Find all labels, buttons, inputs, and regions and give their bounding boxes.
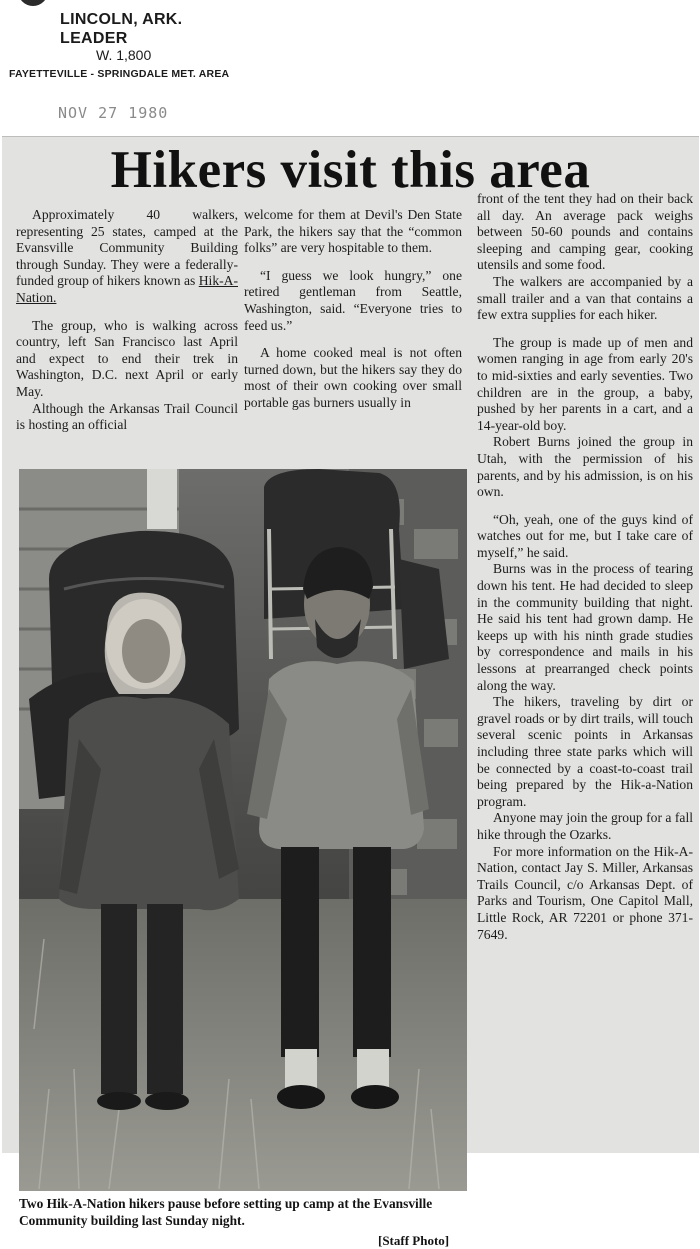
date-stamp: NOV 27 1980 <box>58 104 169 122</box>
article-column-1 <box>16 207 238 434</box>
paragraph-text: Approximately 40 walkers, representing 25 states, camped at the Evansville Community Building through Sunday. They were a federally-funded group of hikers known as <box>16 207 238 289</box>
photo-caption: Two Hik-A-Nation hikers pause before setting up camp at the Evansville Community building last Sunday night. <box>19 1196 433 1228</box>
paragraph: Anyone may join the group for a fall hike through the Ozarks. <box>477 810 693 842</box>
group-name-underlined: Hik-A-Nation. <box>16 273 238 305</box>
seal-fragment <box>18 0 48 6</box>
paragraph: A home cooked meal is not often turned down, but the hikers say they do most of their own cooking over small portable gas burners usually in <box>244 345 462 410</box>
paragraph: “Oh, yeah, one of the guys kind of watches out for me, but I take care of myself,” he said. <box>477 511 693 560</box>
headline: Hikers visit this area <box>110 141 591 199</box>
publication-name-line2: LEADER <box>60 30 128 47</box>
publication-name <box>60 10 182 48</box>
paragraph: welcome for them at Devil's Den State Park, the hikers say that the “common folks” are very hospitable to them. <box>244 207 462 256</box>
article-column-2 <box>244 207 462 412</box>
publication-name-line1: LINCOLN, ARK. <box>60 11 183 28</box>
article-column-3 <box>477 191 693 943</box>
paragraph: Burns was in the process of tearing down his tent. He had decided to sleep in the community building that night. He said his tent had grown damp. He keeps up with his ninth grade studies by correspondence and mails in his lessons at prearranged check points along the way. <box>477 561 693 693</box>
paragraph: For more information on the Hik-A-Nation, contact Jay S. Miller, Arkansas Trails Council, c/o Arkansas Dept. of Parks and Tourism, One Capitol Mall, Little Rock, AR 72201 or phone 371-7649. <box>477 843 693 942</box>
publication-circulation: W. 1,800 <box>96 47 152 63</box>
newspaper-clipping <box>2 136 699 1248</box>
paragraph: The hikers, traveling by dirt or gravel roads or by dirt trails, will touch several scenic points in Arkansas including three state parks which will be connected by a coast-to-coast trail being prepared by the Hik-a-Nation program. <box>477 694 693 809</box>
hikers-photo-illustration <box>19 469 467 1191</box>
photo-credit: [Staff Photo] <box>378 1233 450 1248</box>
paragraph: Robert Burns joined the group in Utah, with the permission of his parents, and by his admission, is on his own. <box>477 434 693 500</box>
paragraph: front of the tent they had on their back all day. An average pack weighs between 50-60 pounds and contains sleeping and camping gear, cooking utensils and some food. <box>477 191 693 273</box>
publication-area: FAYETTEVILLE - SPRINGDALE MET. AREA <box>9 68 230 80</box>
publication-label <box>0 0 262 128</box>
paragraph: The group, who is walking across country, left San Francisco last April and expect to end their trek in Washington, D.C. next April or early May. <box>16 317 238 399</box>
hikers-photo <box>19 469 467 1191</box>
paragraph: “I guess we look hungry,” one retired gentleman from Seattle, Washington, said. “Everyone tries to feed us.” <box>244 267 462 333</box>
paragraph: The walkers are accompanied by a small trailer and a van that contains a few extra supplies for each hiker. <box>477 273 693 323</box>
paragraph <box>16 207 238 307</box>
paragraph: The group is made up of men and women ranging in age from early 20's to mid-sixties and early seventies. Two children are in the group, a baby, pushed by her parents in a cart, and a 14-year-old boy. <box>477 334 693 433</box>
paragraph: Although the Arkansas Trail Council is hosting an official <box>16 400 238 433</box>
